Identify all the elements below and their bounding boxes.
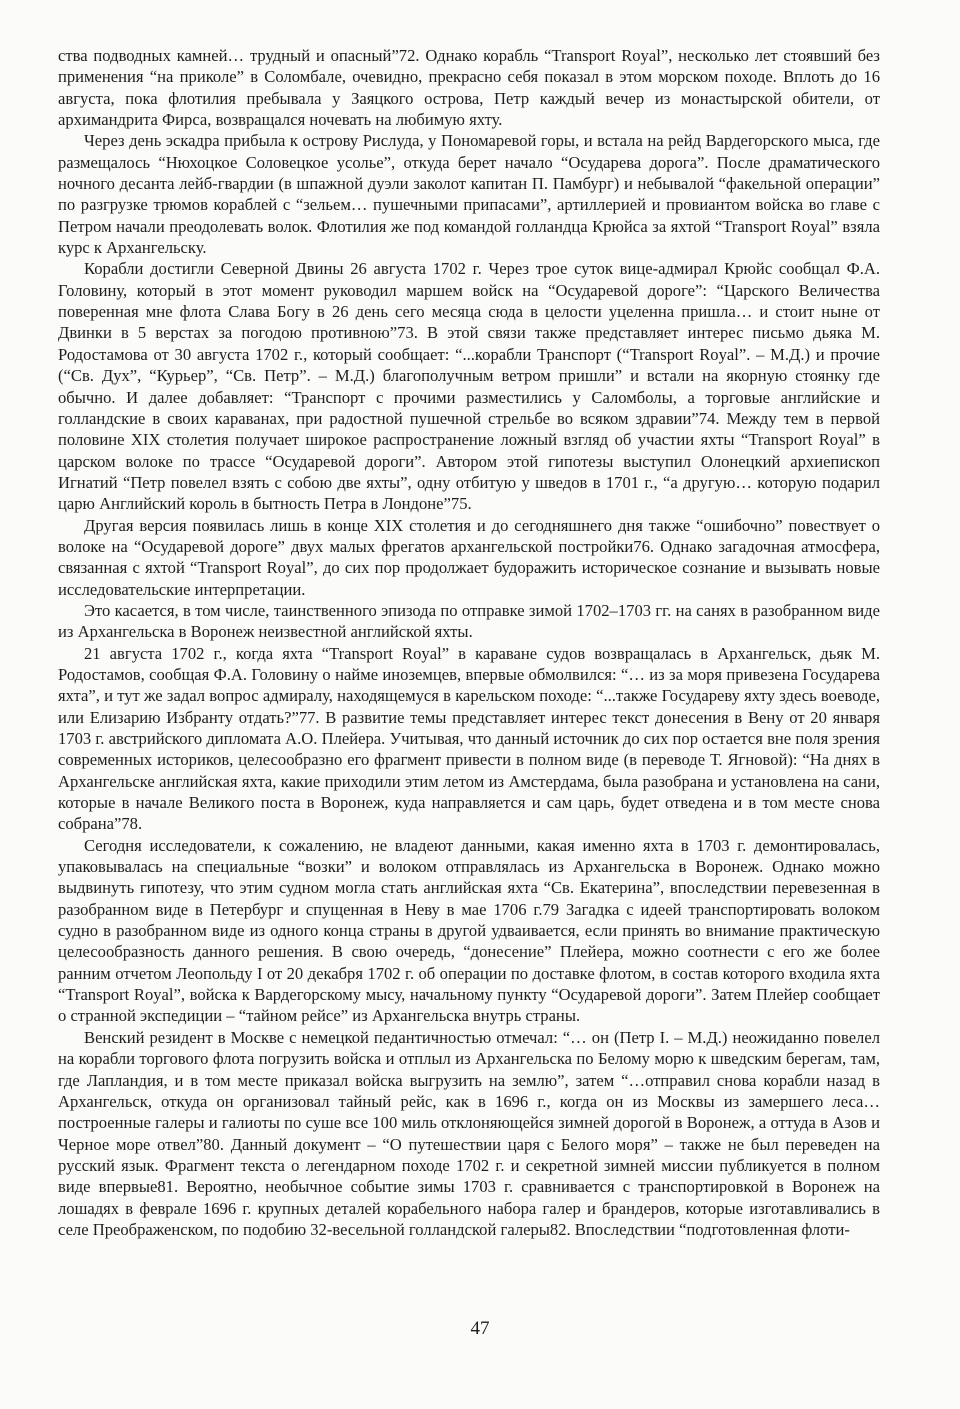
paragraph: ства подводных камней… трудный и опасный”72. Однако корабль “Transport Royal”, несколько лет стоявший без применения “на приколе” в Соломбале, очевидно, прекрасно себя показал в этом морском походе. Вплоть до 16 августа, пока флотилия пребывала у Заяцкого острова, Петр каждый вечер из монастырской обители, от архимандрита Фирса, возвращался ночевать на любимую яхту. [58, 46, 880, 130]
paragraph: 21 августа 1702 г., когда яхта “Transport Royal” в караване судов возвращалась в Архангельск, дьяк М. Родостамов, сообщая Ф.А. Головину о найме иноземцев, впервые обмолвился: “… из за моря привезена Государева яхта”, и тут же задал вопрос адмиралу, находящемуся в карельском походе: “...также Государеву яхту здесь воеводе, или Елизарию Избранту отдать?”77. В развитие темы представляет интерес текст донесения в Вену от 20 января 1703 г. австрийского дипломата А.О. Плейера. Учитывая, что данный источник до сих пор остается вне поля зрения современных историков, целесообразно его фрагмент привести в полном виде (в переводе Т. Ягновой): “На днях в Архангельске английская яхта, какие приходили этим летом из Амстердама, была разобрана и установлена на сани, которые в начале Великого поста в Воронеж, куда направляется и сам царь, будет отведена и в том месте снова собрана”78. [58, 643, 880, 834]
paragraph: Венский резидент в Москве с немецкой педантичностью отмечал: “… он (Петр I. – М.Д.) неожиданно повелел на корабли торгового флота погрузить войска и отплыл из Архангельска по Белому морю к шведским берегам, там, где Лапландия, и в том месте приказал войска выгрузить на землю”, затем “…отправил снова корабли назад в Архангельск, откуда он организовал тайный рейс, как в 1696 г., когда он из Москвы из замершего леса… построенные галеры и галиоты по суше все 100 миль отклоняющейся зимней дорогой в Воронеж, а оттуда в Азов и Черное море отвел”80. Данный документ – “О путешествии царя с Белого моря” – также не был переведен на русский язык. Фрагмент текста о легендарном походе 1702 г. и секретной зимней миссии публикуется в полном виде впервые81. Вероятно, необычное событие зимы 1703 г. сравнивается с транспортировкой в Воронеж на лошадях в феврале 1696 г. крупных деталей корабельного набора галер и брандеров, которые изготавливались в селе Преображенском, по подобию 32-весельной голландской галеры82. Впоследствии “подготовленная флоти- [58, 1027, 880, 1239]
paragraph: Другая версия появилась лишь в конце XIX столетия и до сегодняшнего дня также “ошибочно” повествует о волоке на “Осударевой дороге” двух малых фрегатов архангельской постройки76. Однако загадочная атмосфера, связанная с яхтой “Transport Royal”, до сих пор продолжает будоражить историческое сознание и вызывать новые исследовательские интерпретации. [58, 515, 880, 599]
paragraph: Сегодня исследователи, к сожалению, не владеют данными, какая именно яхта в 1703 г. демонтировалась, упаковывалась на специальные “возки” и волоком отправлялась из Архангельска в Воронеж. Однако можно выдвинуть гипотезу, что этим судном могла стать английская яхта “Св. Екатерина”, впоследствии перевезенная в разобранном виде в Петербург и спущенная в Неву в мае 1706 г.79 Загадка с идеей транспортировать волоком судно в разобранном виде из одного конца страны в другой удваивается, если принять во внимание практическую целесообразность данного решения. В свою очередь, “донесение” Плейера, можно соотнести с его же более ранним отчетом Леопольду I от 20 декабря 1702 г. об операции по доставке флотом, в состав которого входила яхта “Transport Royal”, войска к Вардегорскому мысу, начальному пункту “Осударевой дороги”. Затем Плейер сообщает о странной экспедиции – “тайном рейсе” из Архангельска внутрь страны. [58, 835, 880, 1026]
paragraph: Через день эскадра прибыла к острову Рислуда, у Пономаревой горы, и встала на рейд Вардегорского мыса, где размещалось “Нюхоцкое Соловецкое усолье”, откуда берет начало “Осударева дорога”. После драматического ночного десанта лейб-гвардии (в шпажной дуэли заколот капитан П. Памбург) и небывалой “факельной операции” по разгрузке трюмов кораблей с “зельем… пушечными припасами”, артиллерией и провиантом войска во главе с Петром начали преодолевать волок. Флотилия же под командой голландца Крюйса за яхтой “Transport Royal” взяла курс к Архангельску. [58, 131, 880, 258]
paragraph: Это касается, в том числе, таинственного эпизода по отправке зимой 1702–1703 гг. на санях в разобранном виде из Архангельска в Воронеж неизвестной английской яхты. [58, 600, 880, 642]
page-number: 47 [470, 1318, 490, 1339]
body-text [58, 45, 880, 1240]
paragraph: Корабли достигли Северной Двины 26 августа 1702 г. Через трое суток вице-адмирал Крюйс сообщал Ф.А. Головину, который в этот момент руководил маршем войск на “Осударевой дороге”: “Царского Величества поверенная мне флота Слава Богу в 26 день сего месяца сюда в целости уцеленна пришла… и стоит ныне от Двинки в 5 верстах за погодою противною”73. В этой связи также представляет интерес письмо дьяка М. Родостамова от 30 августа 1702 г., который сообщает: “...корабли Транспорт (“Transport Royal”. – М.Д.) и прочие (“Св. Дух”, “Курьер”, “Св. Петр”. – М.Д.) благополучным ветром пришли” и встали на якорную стоянку где обычно. И далее добавляет: “Транспорт с прочими разместились у Саломболы, а торговые английские и голландские в своих караванах, при радостной пушечной стрельбе во всяком здравии”74. Между тем в первой половине XIX столетия получает широкое распространение ложный взгляд об участии яхты “Transport Royal” в царском волоке по трассе “Осударевой дороги”. Автором этой гипотезы выступил Олонецкий архиепископ Игнатий “Петр повелел взять с собою две яхты”, одну отбитую у шведов в 1701 г., “а другую… которую подарил царю Английский король в бытность Петра в Лондоне”75. [58, 259, 880, 514]
